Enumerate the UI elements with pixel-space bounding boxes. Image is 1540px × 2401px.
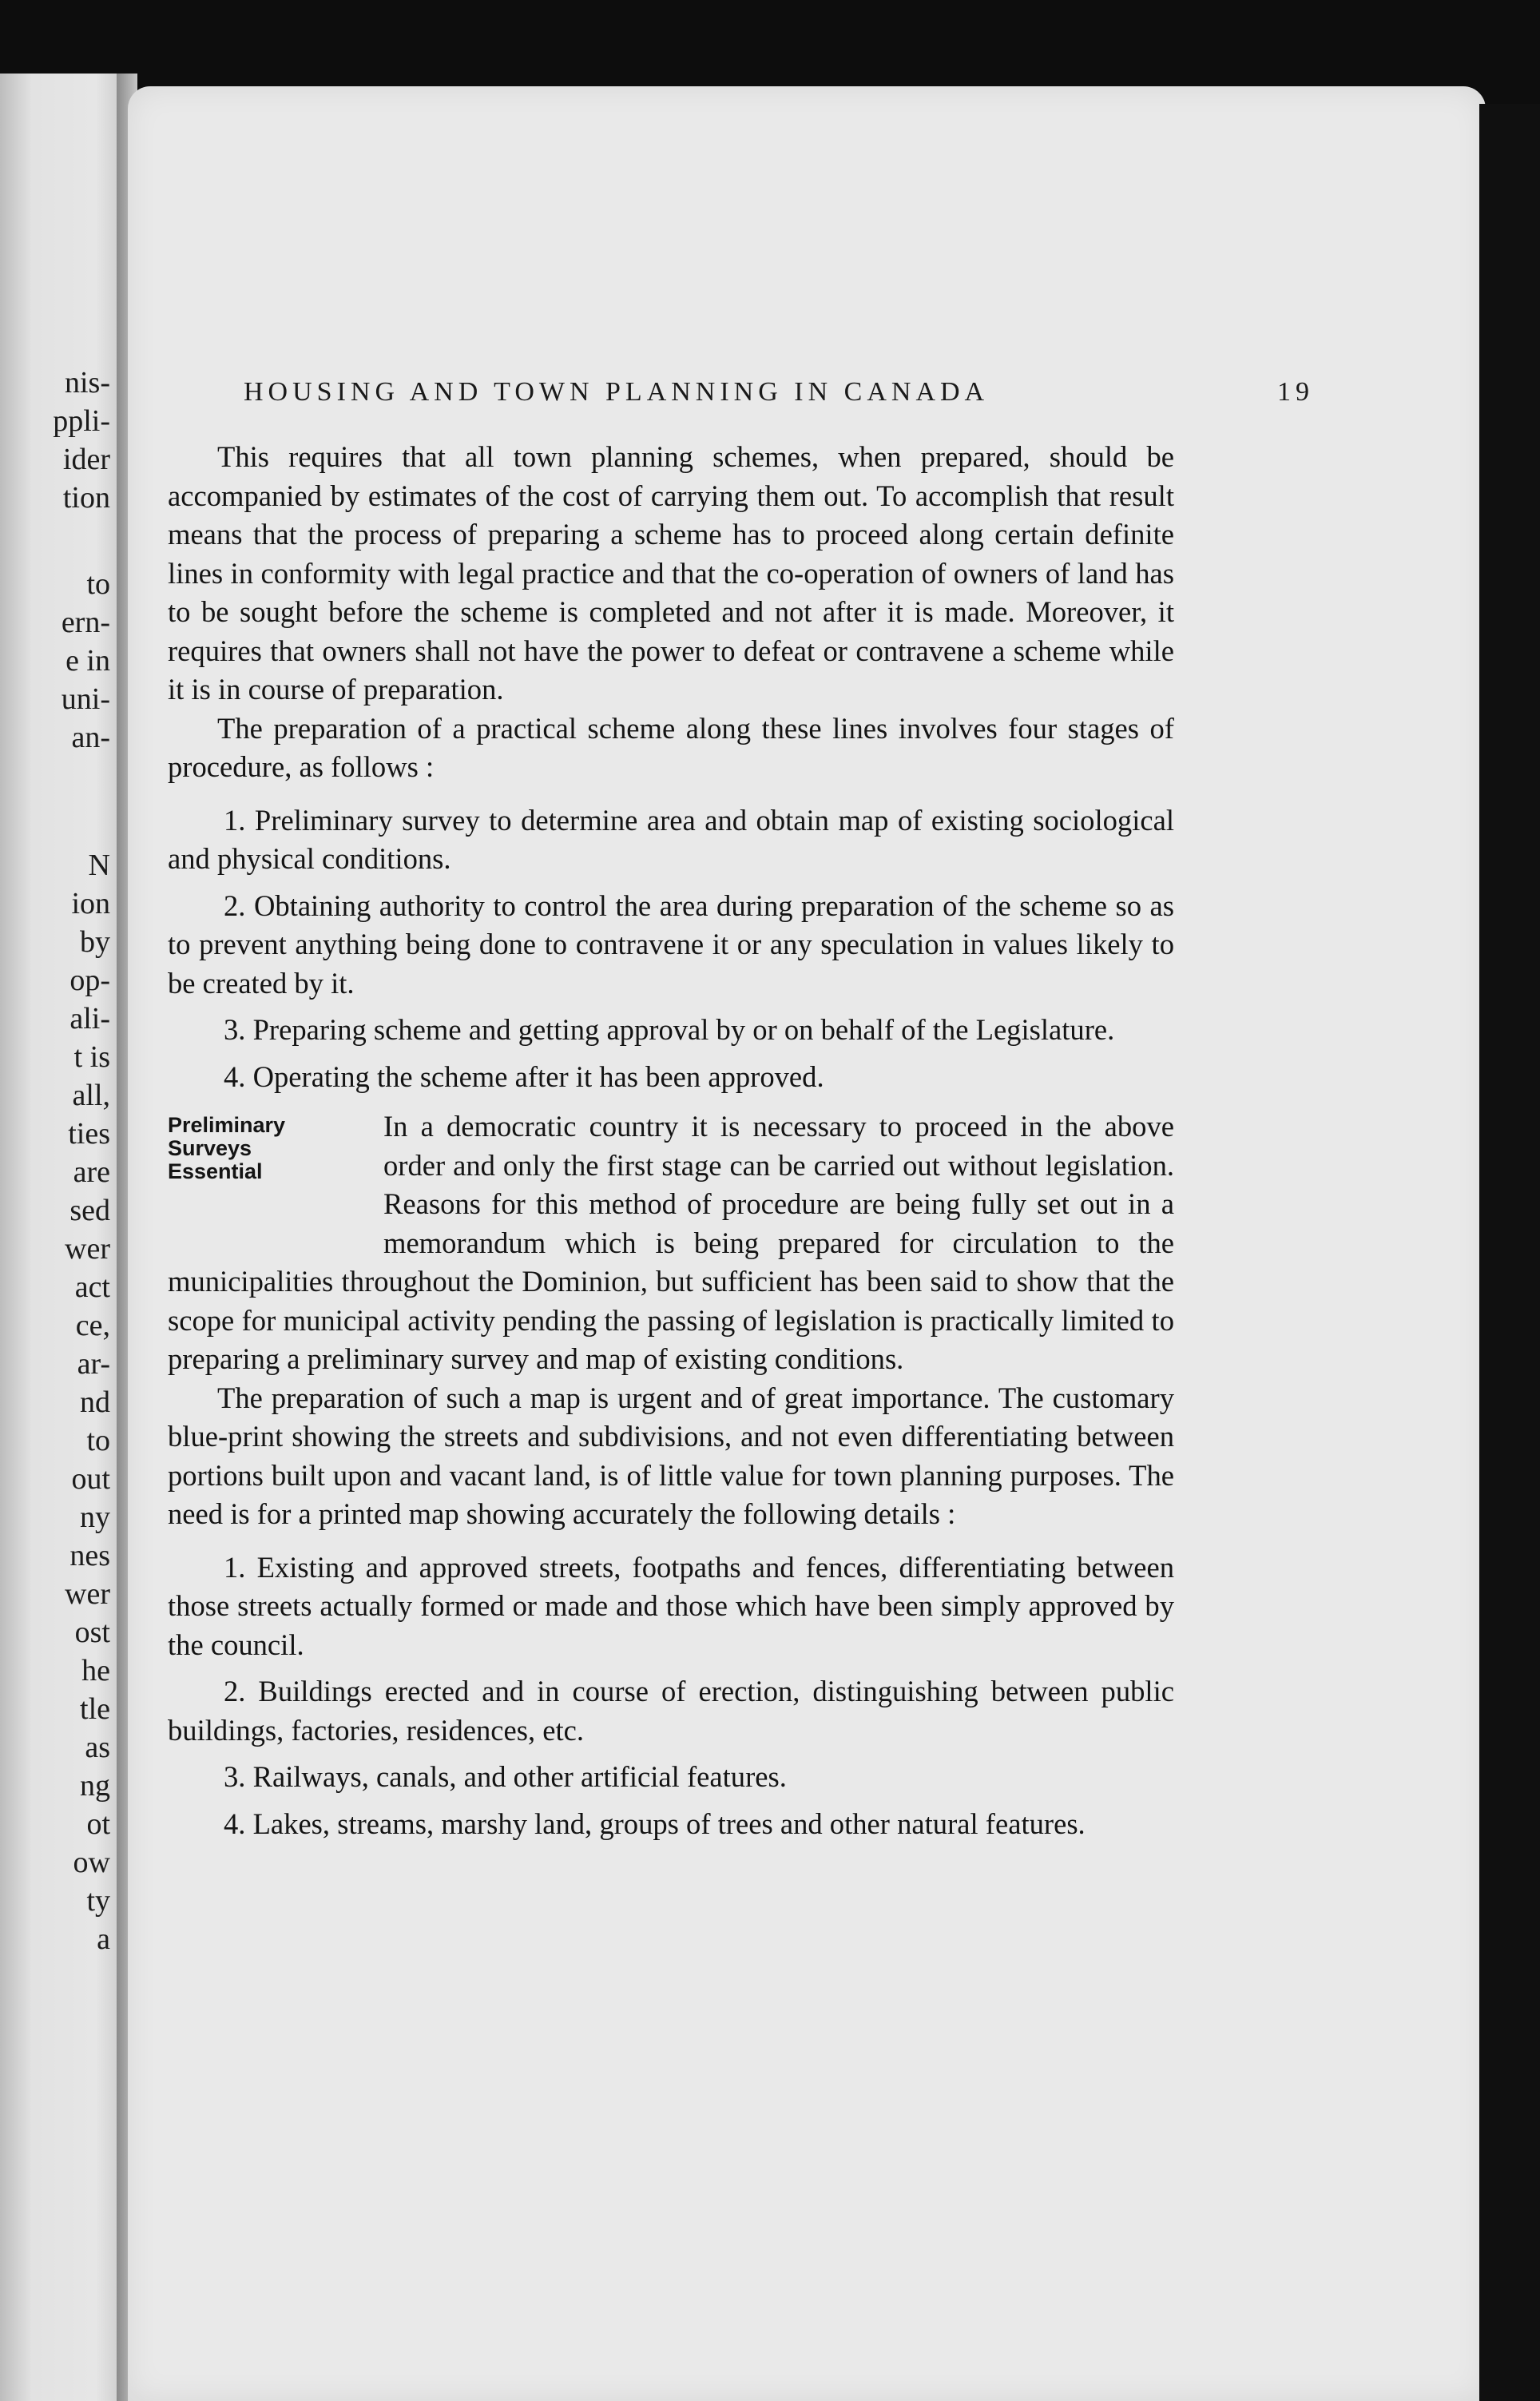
list-item: 4. Operating the scheme after it has been approved. <box>224 1059 824 1093</box>
facing-page-fragment: by <box>80 925 110 959</box>
running-header <box>244 377 1314 407</box>
list-item: 3. Railways, canals, and other artificial features. <box>224 1760 787 1793</box>
sidenote-section <box>168 1107 1174 1379</box>
facing-page <box>0 74 120 2401</box>
facing-page-fragment: sed <box>69 1194 110 1227</box>
facing-page-fragment: tle <box>80 1692 110 1726</box>
facing-page-fragment: ppli- <box>53 404 110 438</box>
facing-page-fragment: wer <box>65 1232 110 1266</box>
facing-page-fragment: ost <box>74 1616 110 1649</box>
body-text <box>168 438 1174 1843</box>
facing-page-fragment: nd <box>80 1385 110 1419</box>
paragraph: This requires that all town planning schemes, when prepared, should be accompanied by estimates of the cost of carrying them out. To accomplish that result means that the process of preparing a scheme has to proceed along certain definite lines in conformity with legal practice and that the co-operation of owners of land has to be sought before the scheme is completed and not after it is made. Moreover, it requires that owners shall not have the power to defeat or contravene a scheme while it is in course of preparation. <box>168 440 1174 706</box>
list-item: 4. Lakes, streams, marshy land, groups of trees and other natural features. <box>224 1807 1086 1840</box>
facing-page-fragment: ce, <box>75 1309 110 1342</box>
list-item: 1. Existing and approved streets, footpaths and fences, differentiating between those streets actually formed or made and those which have been simply approved by the council. <box>168 1550 1174 1661</box>
facing-page-fragment: ny <box>80 1501 110 1534</box>
margin-sidenote <box>168 1114 383 1226</box>
facing-page-fragment: an- <box>71 721 110 754</box>
facing-page-fragment: ot <box>86 1807 110 1841</box>
facing-page-fragment: ow <box>73 1846 110 1879</box>
facing-page-fragment: wer <box>65 1577 110 1611</box>
facing-page-fragment: out <box>71 1462 110 1496</box>
paragraph: The preparation of such a map is urgent and of great importance. The customary blue-print showing the streets and subdivisions, and not even differentiating between portions built upon and vacant land, is of little value for town planning purposes. The need is for a printed map showing accurately the following details : <box>168 1381 1174 1530</box>
list-item: 3. Preparing scheme and getting approval by or on behalf of the Legislature. <box>224 1013 1115 1046</box>
facing-page-fragment: are <box>73 1155 110 1189</box>
facing-page-fragment: nis- <box>65 366 110 400</box>
paragraph: In a democratic country it is necessary to proceed in the above order and only the first stage can be carried out without legislation. Reasons for this method of procedure are being fully set out in a memorandum which is being prepared for circulation to the municipalities throughout the Dominion, but sufficient has been said to show that the scope for municipal activity pending the passing of legislation is practically limited to preparing a preliminary survey and map of existing conditions. <box>168 1110 1174 1375</box>
facing-page-fragment: as <box>85 1731 110 1764</box>
facing-page-fragment: to <box>86 567 110 601</box>
facing-page-fragment: ali- <box>69 1002 110 1036</box>
page-number: 19 <box>1277 377 1314 407</box>
facing-page-fragment: ern- <box>61 606 110 639</box>
facing-page-fragment: t is <box>73 1040 110 1074</box>
facing-page-fragment: all, <box>72 1079 110 1112</box>
facing-page-fragment: ar- <box>77 1347 110 1381</box>
running-title: HOUSING AND TOWN PLANNING IN CANADA <box>244 377 990 407</box>
book-page <box>128 86 1486 2401</box>
facing-page-fragment: to <box>86 1424 110 1457</box>
list-item: 2. Buildings erected and in course of erection, distinguishing between public buildings, factories, residences, etc. <box>168 1675 1174 1747</box>
facing-page-fragment: a <box>97 1922 110 1956</box>
facing-page-fragment: ider <box>62 443 110 476</box>
facing-page-fragment: he <box>81 1654 110 1687</box>
list-item: 1. Preliminary survey to determine area and obtain map of existing sociological and physical conditions. <box>168 803 1174 875</box>
facing-page-fragment: N <box>88 849 110 882</box>
facing-page-fragment: e in <box>65 644 110 678</box>
sidenote-line: Surveys <box>168 1136 252 1160</box>
facing-page-fragment: ty <box>86 1884 110 1918</box>
facing-page-fragment: ion <box>71 887 110 920</box>
list-item: 2. Obtaining authority to control the area during preparation of the scheme so as to prevent anything being done to contravene it or any speculation in values likely to be created by it. <box>168 888 1174 1000</box>
facing-page-fragment: op- <box>69 964 110 997</box>
facing-page-fragment: ties <box>68 1117 110 1151</box>
sidenote-line: Essential <box>168 1159 263 1183</box>
sidenote-line: Preliminary <box>168 1113 286 1137</box>
facing-page-fragment: nes <box>69 1539 110 1572</box>
facing-page-fragment: tion <box>62 481 110 515</box>
scan-border <box>1479 104 1540 2401</box>
facing-page-fragment: ng <box>80 1769 110 1803</box>
facing-page-fragment: uni- <box>61 682 110 716</box>
facing-page-fragment: act <box>74 1270 110 1304</box>
paragraph: The preparation of a practical scheme along these lines involves four stages of procedure, as follows : <box>168 711 1174 783</box>
